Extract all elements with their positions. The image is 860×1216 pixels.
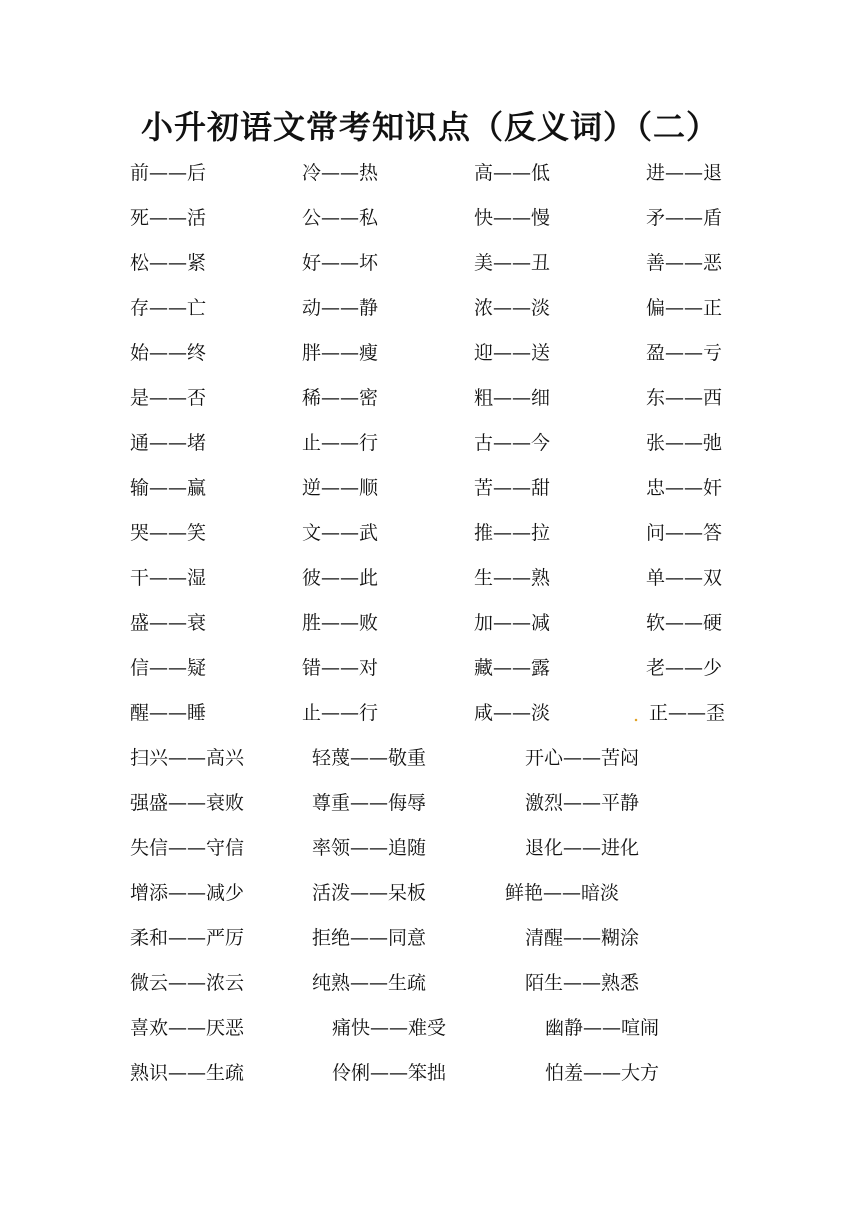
antonym-pair: 纯熟——生疏: [312, 972, 427, 994]
antonym-pair: 忠——奸: [646, 477, 723, 499]
antonym-pair: 存——亡: [130, 297, 207, 319]
antonym-pair: 加——减: [474, 612, 551, 634]
antonym-pair: 逆——顺: [302, 477, 379, 499]
antonym-pair: 单——双: [646, 567, 723, 589]
antonym-pair: 浓——淡: [474, 297, 551, 319]
antonym-pair: 冷——热: [302, 162, 379, 184]
antonym-pair: 清醒——糊涂: [525, 927, 640, 949]
antonym-pair: 藏——露: [474, 657, 551, 679]
antonym-pair: 输——赢: [130, 477, 207, 499]
antonym-pair: 好——坏: [302, 252, 379, 274]
antonym-row: [0, 923, 860, 968]
antonym-pair: 伶俐——笨拙: [332, 1062, 447, 1084]
antonym-row: [0, 203, 860, 248]
antonym-pair: 死——活: [130, 207, 207, 229]
antonym-pair: 老——少: [646, 657, 723, 679]
antonym-pair: 鲜艳——暗淡: [505, 882, 620, 904]
antonym-pair: 激烈——平静: [525, 792, 640, 814]
antonym-row: [0, 518, 860, 563]
antonym-row: [0, 293, 860, 338]
antonym-pair: 进——退: [646, 162, 723, 184]
antonym-pair: 公——私: [302, 207, 379, 229]
antonym-pair: 偏——正: [646, 297, 723, 319]
antonym-pair: 痛快——难受: [332, 1017, 447, 1039]
antonym-row: [0, 653, 860, 698]
antonym-pair: 问——答: [646, 522, 723, 544]
antonym-pair: 怕羞——大方: [545, 1062, 660, 1084]
antonym-pair: 陌生——熟悉: [525, 972, 640, 994]
antonym-pair: 轻蔑——敬重: [312, 747, 427, 769]
antonym-pair: 熟识——生疏: [130, 1062, 245, 1084]
antonym-pair: 稀——密: [302, 387, 379, 409]
antonym-row: [0, 383, 860, 428]
antonym-pair: 快——慢: [474, 207, 551, 229]
antonym-pair: 增添——减少: [130, 882, 245, 904]
antonym-row: [0, 563, 860, 608]
antonym-row: [0, 788, 860, 833]
antonym-pair: 微云——浓云: [130, 972, 245, 994]
antonym-pair: 柔和——严厉: [130, 927, 245, 949]
antonym-pair: 干——湿: [130, 567, 207, 589]
antonym-pair: 止——行: [302, 432, 379, 454]
antonym-pair: 失信——守信: [130, 837, 245, 859]
antonym-pair: 是——否: [130, 387, 207, 409]
antonym-pair: 粗——细: [474, 387, 551, 409]
antonym-pair: 彼——此: [302, 567, 379, 589]
antonym-row: [0, 698, 860, 743]
antonym-row: [0, 473, 860, 518]
antonym-row: [0, 743, 860, 788]
antonym-pair: 开心——苦闷: [525, 747, 640, 769]
antonym-pair: 幽静——喧闹: [545, 1017, 660, 1039]
antonym-pair: 盛——衰: [130, 612, 207, 634]
antonym-pair: 醒——睡: [130, 702, 207, 724]
antonym-pair: 张——弛: [646, 432, 723, 454]
antonym-pair: 活泼——呆板: [312, 882, 427, 904]
antonym-pair: 前——后: [130, 162, 207, 184]
antonym-pair: 软——硬: [646, 612, 723, 634]
antonym-pair: 咸——淡: [474, 702, 551, 724]
antonym-pair: 高——低: [474, 162, 551, 184]
antonym-pair: 胖——瘦: [302, 342, 379, 364]
antonym-pair: 通——堵: [130, 432, 207, 454]
antonym-row: [0, 1058, 860, 1103]
antonym-pair: 止——行: [302, 702, 379, 724]
antonym-pair: 松——紧: [130, 252, 207, 274]
antonym-row: [0, 968, 860, 1013]
antonym-row: [0, 1013, 860, 1058]
antonym-row: [0, 878, 860, 923]
antonym-row: [0, 608, 860, 653]
antonym-pair: 喜欢——厌恶: [130, 1017, 245, 1039]
stray-mark: .: [633, 704, 640, 726]
antonym-pair: 生——熟: [474, 567, 551, 589]
antonym-row: [0, 338, 860, 383]
antonym-pair: 推——拉: [474, 522, 551, 544]
antonym-pair: 退化——进化: [525, 837, 640, 859]
antonym-pair: 始——终: [130, 342, 207, 364]
antonym-pair: 迎——送: [474, 342, 551, 364]
antonym-pair: 强盛——衰败: [130, 792, 245, 814]
antonym-pair: 错——对: [302, 657, 379, 679]
antonym-pair: 矛——盾: [646, 207, 723, 229]
antonym-row: [0, 428, 860, 473]
antonym-pair: 动——静: [302, 297, 379, 319]
antonym-row: [0, 833, 860, 878]
antonym-pair: 文——武: [302, 522, 379, 544]
antonym-pair: 东——西: [646, 387, 723, 409]
antonym-row: [0, 158, 860, 203]
page-title: 小升初语文常考知识点（反义词）（二）: [140, 108, 719, 146]
antonym-pair: 扫兴——高兴: [130, 747, 245, 769]
antonym-pair: 率领——追随: [312, 837, 427, 859]
antonym-row: [0, 248, 860, 293]
antonym-pair: 美——丑: [474, 252, 551, 274]
antonym-pair: 信——疑: [130, 657, 207, 679]
antonym-pair: 胜——败: [302, 612, 379, 634]
antonym-pair: 正——歪: [649, 702, 726, 724]
antonym-pair: 古——今: [474, 432, 551, 454]
antonym-pair: 哭——笑: [130, 522, 207, 544]
antonym-pair: 尊重——侮辱: [312, 792, 427, 814]
antonym-pair: 苦——甜: [474, 477, 551, 499]
antonym-pair: 善——恶: [646, 252, 723, 274]
antonym-pair: 盈——亏: [646, 342, 723, 364]
antonym-pair: 拒绝——同意: [312, 927, 427, 949]
